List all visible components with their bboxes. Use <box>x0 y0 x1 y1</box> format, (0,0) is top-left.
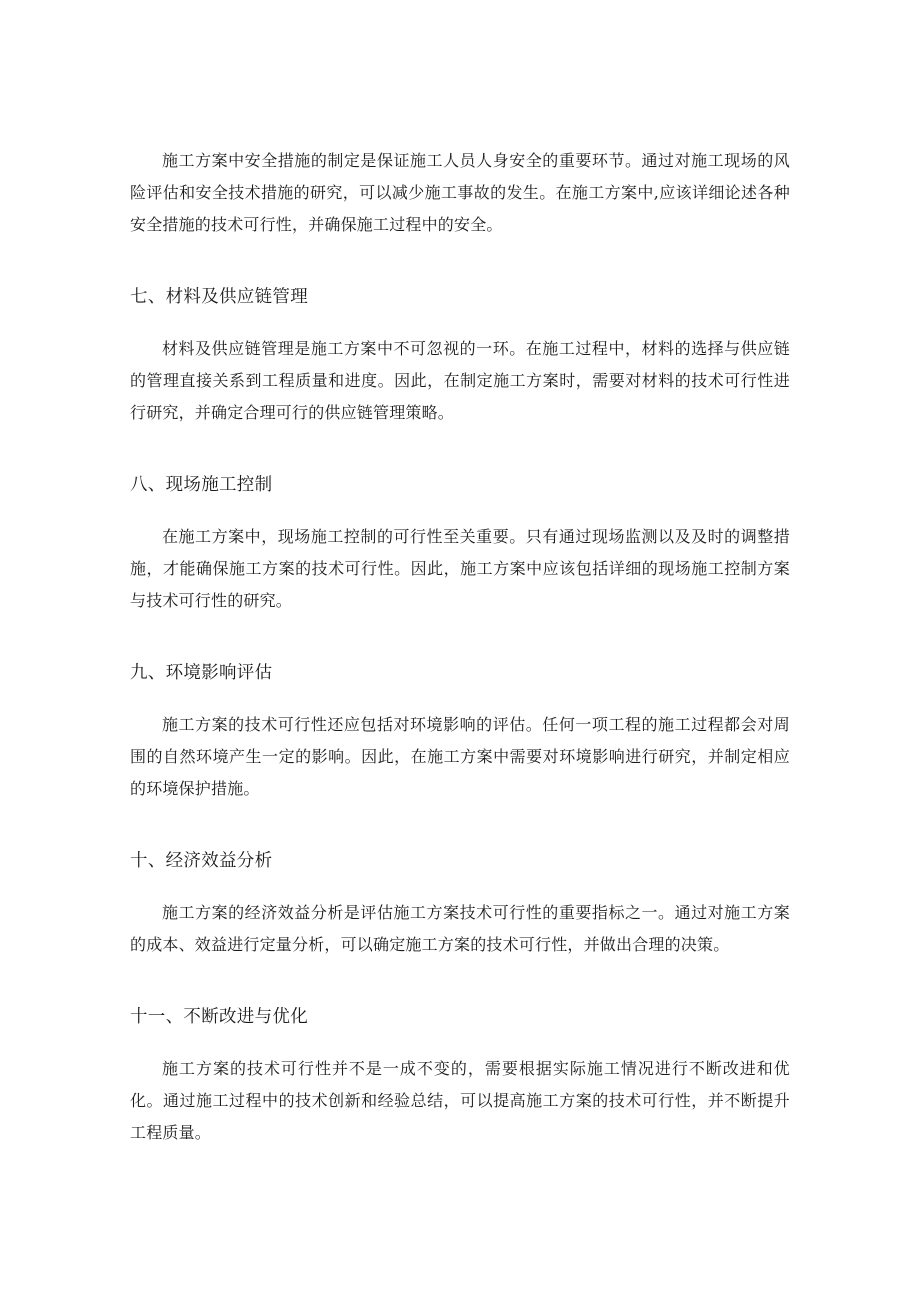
section-site-construction-control <box>130 469 790 617</box>
section-environmental-impact <box>130 657 790 805</box>
section-paragraph: 施工方案的技术可行性并不是一成不变的，需要根据实际施工情况进行不断改进和优化。通过施工过程中的技术创新和经验总结，可以提高施工方案的技术可行性，并不断提升工程质量。 <box>130 1059 790 1142</box>
section-heading: 七、材料及供应链管理 <box>130 287 308 307</box>
section-heading: 九、环境影响评估 <box>130 663 273 683</box>
intro-paragraph: 施工方案中安全措施的制定是保证施工人员人身安全的重要环节。通过对施工现场的风险评估和安全技术措施的研究，可以减少施工事故的发生。在施工方案中,应该详细论述各种安全措施的技术可行性，并确保施工过程中的安全。 <box>130 151 790 234</box>
section-heading: 八、现场施工控制 <box>130 475 273 495</box>
section-paragraph: 材料及供应链管理是施工方案中不可忽视的一环。在施工过程中，材料的选择与供应链的管理直接关系到工程质量和进度。因此，在制定施工方案时，需要对材料的技术可行性进行研究，并确定合理可行的供应链管理策略。 <box>130 339 790 422</box>
section-heading: 十、经济效益分析 <box>130 851 273 871</box>
section-economic-benefit <box>130 845 790 961</box>
section-continuous-improvement <box>130 1001 790 1149</box>
section-paragraph: 施工方案的技术可行性还应包括对环境影响的评估。任何一项工程的施工过程都会对周围的自然环境产生一定的影响。因此，在施工方案中需要对环境影响进行研究，并制定相应的环境保护措施。 <box>130 715 790 798</box>
section-paragraph: 施工方案的经济效益分析是评估施工方案技术可行性的重要指标之一。通过对施工方案的成本、效益进行定量分析，可以确定施工方案的技术可行性，并做出合理的决策。 <box>130 903 790 954</box>
section-heading: 十一、不断改进与优化 <box>130 1007 308 1027</box>
section-paragraph: 在施工方案中，现场施工控制的可行性至关重要。只有通过现场监测以及及时的调整措施，才能确保施工方案的技术可行性。因此，施工方案中应该包括详细的现场施工控制方案与技术可行性的研究。 <box>130 527 790 610</box>
section-materials-supply-chain <box>130 281 790 429</box>
